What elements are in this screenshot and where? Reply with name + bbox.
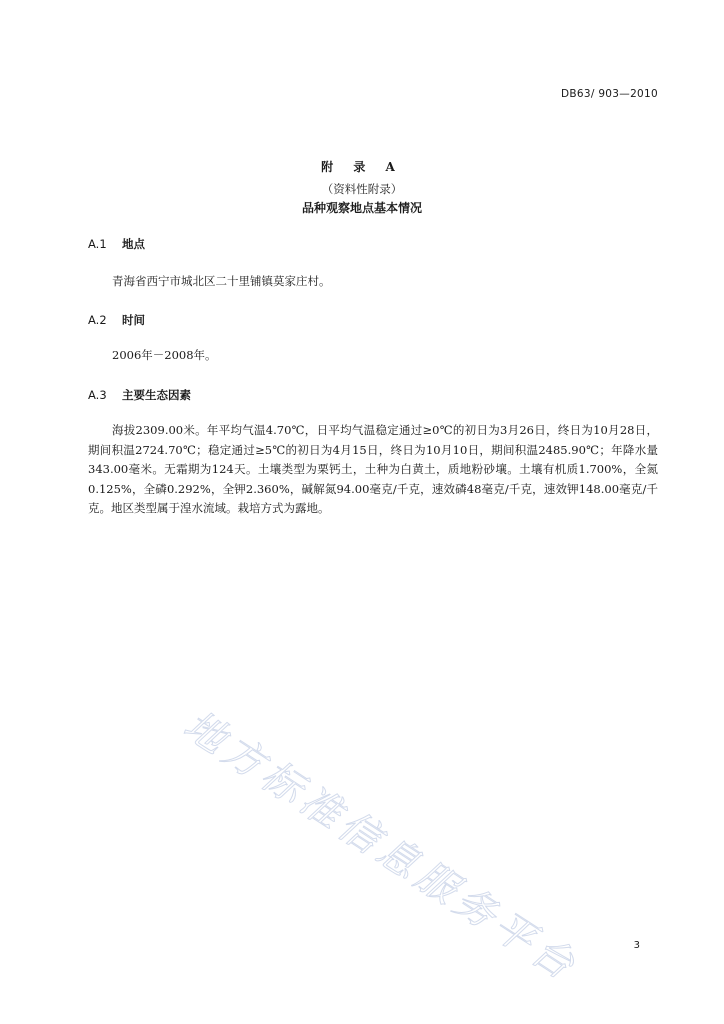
watermark-text: 地方标准信息服务平台 (175, 702, 587, 992)
section-title: 主要生态因素 (122, 388, 192, 402)
appendix-subtitle: （资料性附录） (321, 182, 403, 196)
standard-code: DB63/ 903—2010 (561, 88, 658, 100)
section-number: A.1 (88, 237, 107, 251)
section-body-a2: 2006年－2008年。 (112, 348, 217, 362)
section-title: 地点 (122, 237, 146, 251)
section-number: A.2 (88, 313, 107, 327)
section-body-a1: 青海省西宁市城北区二十里铺镇莫家庄村。 (112, 274, 331, 288)
section-heading-a3 (88, 387, 191, 403)
section-heading-a1 (88, 236, 145, 252)
section-heading-a2 (88, 312, 145, 328)
section-title: 时间 (122, 313, 146, 327)
appendix-title: 附 录 A (321, 160, 403, 174)
appendix-heading: 品种观察地点基本情况 (301, 201, 422, 215)
section-body-a3: 海拔2309.00米。年平均气温4.70℃，日平均气温稳定通过≥0℃的初日为3月26日，终日为10月28日，期间积温2724.70℃；稳定通过≥5℃的初日为4月15日，终日为10月10日，期间积温2485.90℃；年降水量343.00毫米。无霜期为124天。土壤类型为栗钙土，土种为白黄土，质地粉砂壤。土壤有机质1.700%，全氮0.125%，全磷0.292%，全钾2.360%，碱解氮94.00毫克/千克，速效磷48毫克/千克，速效钾148.00毫克/千克。地区类型属于湟水流域。栽培方式为露地。 (88, 423, 658, 515)
section-number: A.3 (88, 388, 107, 402)
page-number: 3 (633, 940, 640, 951)
